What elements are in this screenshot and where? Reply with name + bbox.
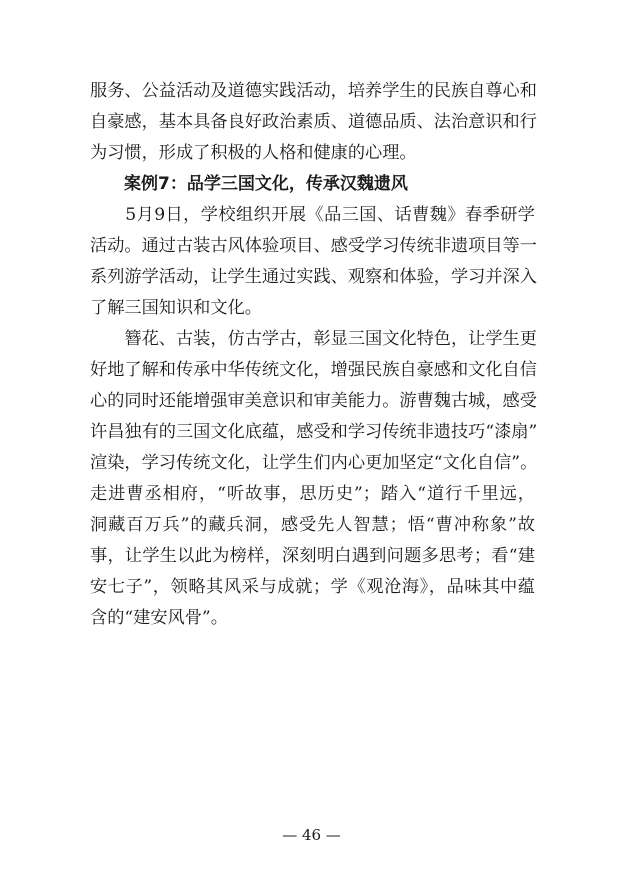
paragraph-line: 5月9日，学校组织开展《品三国、话曹魏》春季研学: [90, 205, 535, 225]
body-text: [90, 76, 538, 634]
paragraph-line: 安七子”，领略其风采与成就；学《观沧海》，品味其中蕴: [90, 577, 535, 597]
page-number: — 46 —: [282, 826, 341, 844]
paragraph-line: 含的“建安风骨”。: [90, 608, 228, 628]
paragraph-line: 好地了解和传承中华传统文化，增强民族自豪感和文化自信: [90, 360, 537, 380]
paragraph-line: 活动。通过古装古风体验项目、感受学习传统非遗项目等一: [90, 236, 537, 256]
paragraph-line: 簪花、古装，仿古学古，彰显三国文化特色，让学生更: [90, 329, 537, 349]
paragraph-line: 为习惯，形成了积极的人格和健康的心理。: [90, 143, 417, 163]
paragraph-line: 服务、公益活动及道德实践活动，培养学生的民族自尊心和: [90, 81, 537, 101]
paragraph-line: 了解三国知识和文化。: [90, 298, 262, 318]
paragraph-line: 心的同时还能增强审美意识和审美能力。游曹魏古城，感受: [90, 391, 537, 411]
paragraph-line: 自豪感，基本具备良好政治素质、道德品质、法治意识和行: [90, 112, 537, 132]
paragraph-line: 事，让学生以此为榜样，深刻明白遇到问题多思考；看“建: [90, 546, 535, 566]
case-heading: 案例7：品学三国文化，传承汉魏遗风: [124, 174, 408, 194]
paragraph-line: 洞藏百万兵”的藏兵洞，感受先人智慧；悟“曹冲称象”故: [90, 515, 535, 535]
paragraph-line: 走进曹丞相府，“听故事，思历史”；踏入“道行千里远，: [90, 484, 535, 504]
paragraph-line: 系列游学活动，让学生通过实践、观察和体验，学习并深入: [90, 267, 537, 287]
paragraph-line: 渲染，学习传统文化，让学生们内心更加坚定“文化自信”。: [90, 453, 538, 473]
paragraph-line: 许昌独有的三国文化底蕴，感受和学习传统非遗技巧“漆扇”: [90, 422, 538, 442]
